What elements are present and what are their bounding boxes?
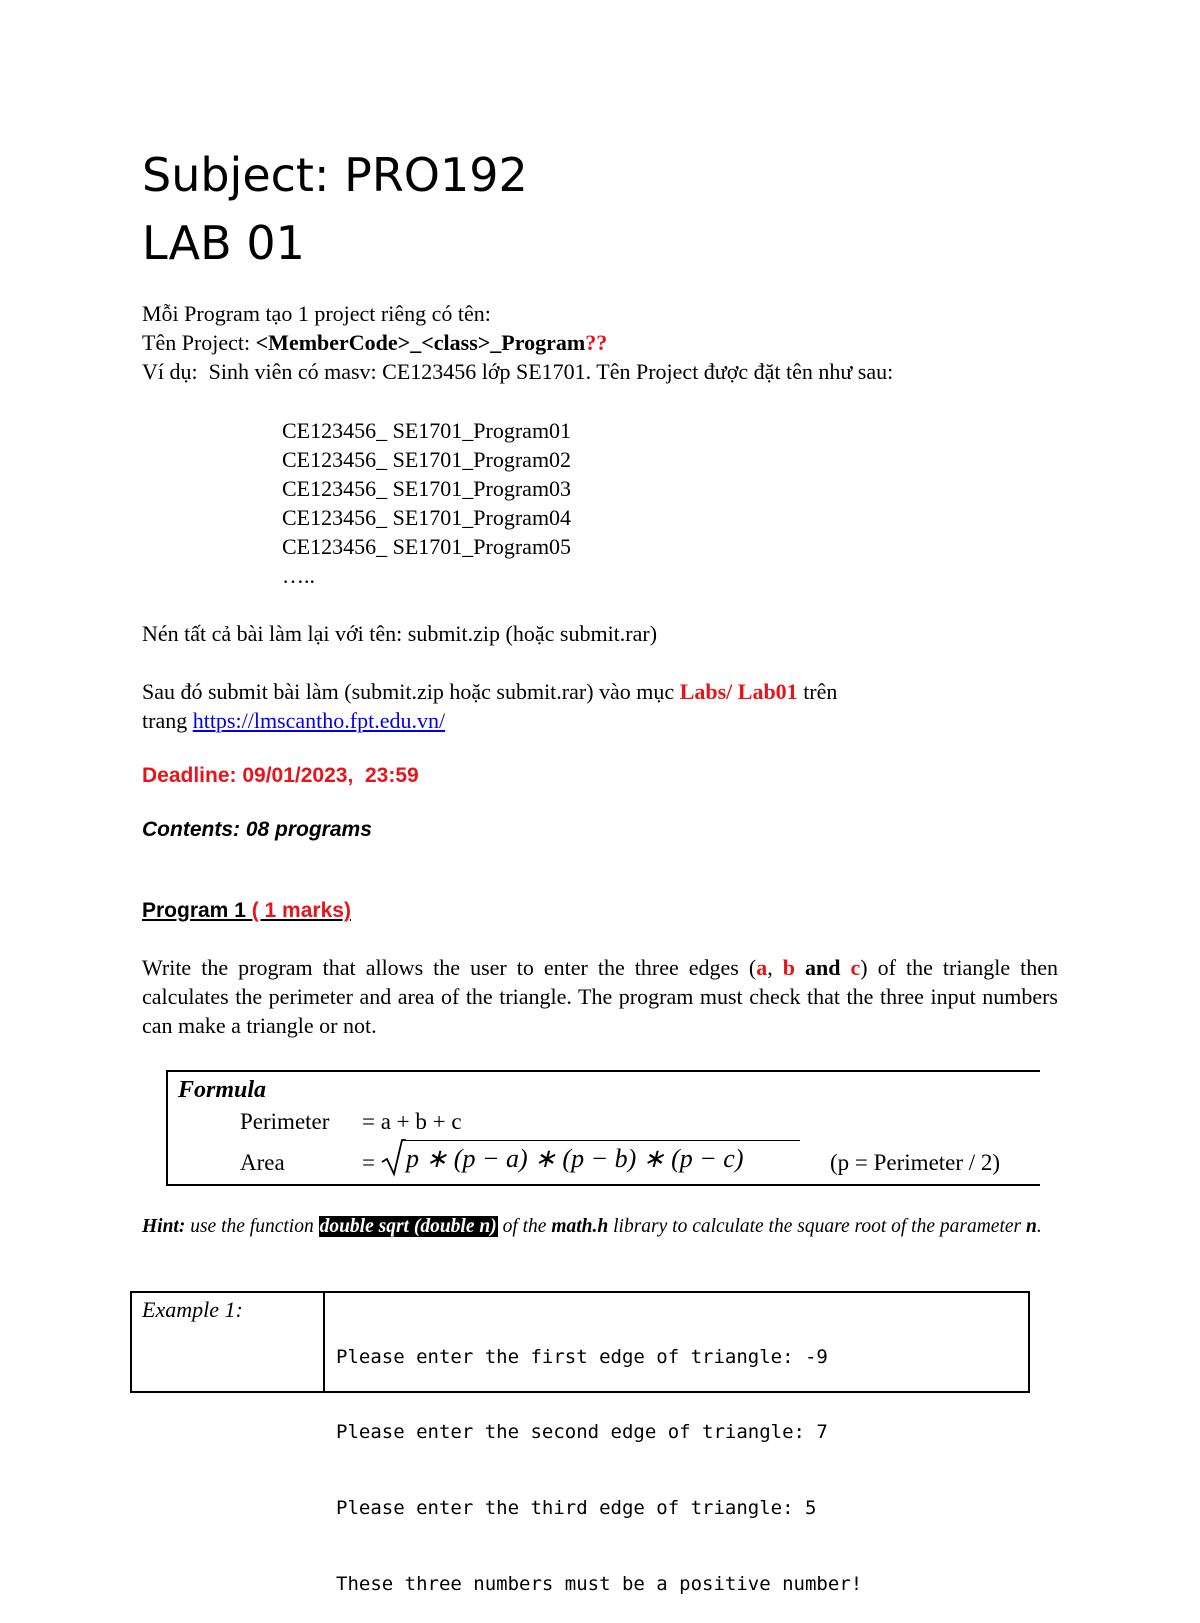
- example-1-output: [336, 1294, 862, 1623]
- edge-c: c: [850, 955, 861, 980]
- project-name-pattern: <MemberCode>_<class>_Program: [255, 330, 586, 355]
- formula-heading: Formula: [178, 1077, 267, 1103]
- radical-bar: [404, 1140, 800, 1141]
- sqrt-function: double sqrt (double n): [319, 1216, 497, 1237]
- deadline: Deadline: 09/01/2023, 23:59: [142, 764, 419, 787]
- project-name-list: [282, 416, 571, 590]
- hint-text: library to calculate the square root of the parameter: [608, 1216, 1026, 1237]
- area-label: Area: [240, 1150, 285, 1175]
- list-item: CE123456_ SE1701_Program02: [282, 447, 572, 472]
- edge-a: a: [756, 955, 768, 980]
- edge-b: b: [782, 955, 795, 980]
- output-line: Please enter the third edge of triangle: 5: [336, 1497, 817, 1520]
- math-library: math.h: [551, 1216, 609, 1237]
- program-marks: ( 1 marks): [251, 899, 351, 922]
- intro-line-2: [142, 328, 607, 357]
- project-name-suffix: ??: [585, 330, 608, 355]
- list-item: CE123456_ SE1701_Program04: [282, 505, 572, 530]
- list-item: CE123456_ SE1701_Program01: [282, 418, 572, 443]
- intro-line-3: Ví dụ: Sinh viên có masv: CE123456 lớp SE1701. Tên Project được đặt tên như sau:: [142, 359, 894, 384]
- list-item: …..: [282, 563, 315, 588]
- area-equals: =: [362, 1150, 375, 1175]
- desc-text: Write the program that allows the user to enter the three edges (: [142, 955, 757, 980]
- hint-text: .: [1036, 1216, 1042, 1237]
- area-expression: p ∗ (p − a) ∗ (p − b) ∗ (p − c): [406, 1144, 744, 1173]
- compress-instruction: Nén tất cả bài làm lại với tên: submit.zip (hoặc submit.rar): [142, 621, 658, 646]
- intro-line-1: Mỗi Program tạo 1 project riêng có tên:: [142, 301, 491, 326]
- hint-label: Hint:: [142, 1216, 186, 1237]
- output-line: Please enter the first edge of triangle: -9: [336, 1345, 828, 1368]
- program-1-description: [142, 953, 1058, 1040]
- program-title: Program 1: [142, 899, 252, 922]
- subject-title: Subject: PRO192: [142, 148, 528, 202]
- lab-title: LAB 01: [142, 216, 305, 270]
- area-note: (p = Perimeter / 2): [830, 1150, 1001, 1175]
- hint-text: use the function: [185, 1216, 319, 1237]
- example-1-label: Example 1:: [142, 1297, 243, 1322]
- submit-instruction: [142, 677, 837, 706]
- project-name-label: Tên Project:: [142, 330, 256, 355]
- lms-link[interactable]: https://lmscantho.fpt.edu.vn/: [192, 708, 446, 733]
- output-line: These three numbers must be a positive number!: [336, 1573, 863, 1596]
- submit-text: Sau đó submit bài làm (submit.zip hoặc submit.rar) vào mục: [142, 679, 680, 704]
- list-item: CE123456_ SE1701_Program05: [282, 534, 572, 559]
- desc-and: and: [795, 955, 851, 980]
- perimeter-label: Perimeter: [240, 1109, 330, 1134]
- submit-text-suffix: trên: [797, 679, 838, 704]
- submit-link-line: [142, 706, 445, 735]
- desc-text: ,: [767, 955, 783, 980]
- labs-path: Labs/ Lab01: [679, 679, 798, 704]
- list-item: CE123456_ SE1701_Program03: [282, 476, 572, 501]
- param-n: n: [1026, 1216, 1037, 1237]
- trang-label: trang: [142, 708, 193, 733]
- table-divider: [323, 1291, 325, 1393]
- desc-text: ) of the triangle then calculates the perimeter and area of the triangle. The program must check that the three input numbers can make a triangle or not.: [142, 955, 1058, 1038]
- hint: [142, 1211, 1042, 1242]
- hint-text: of the: [497, 1216, 552, 1237]
- contents: Contents: 08 programs: [142, 818, 372, 841]
- square-root-icon: [380, 1138, 406, 1178]
- output-line: Please enter the second edge of triangle: 7: [336, 1421, 828, 1444]
- perimeter-expression: = a + b + c: [362, 1109, 462, 1134]
- program-1-heading: [142, 898, 351, 924]
